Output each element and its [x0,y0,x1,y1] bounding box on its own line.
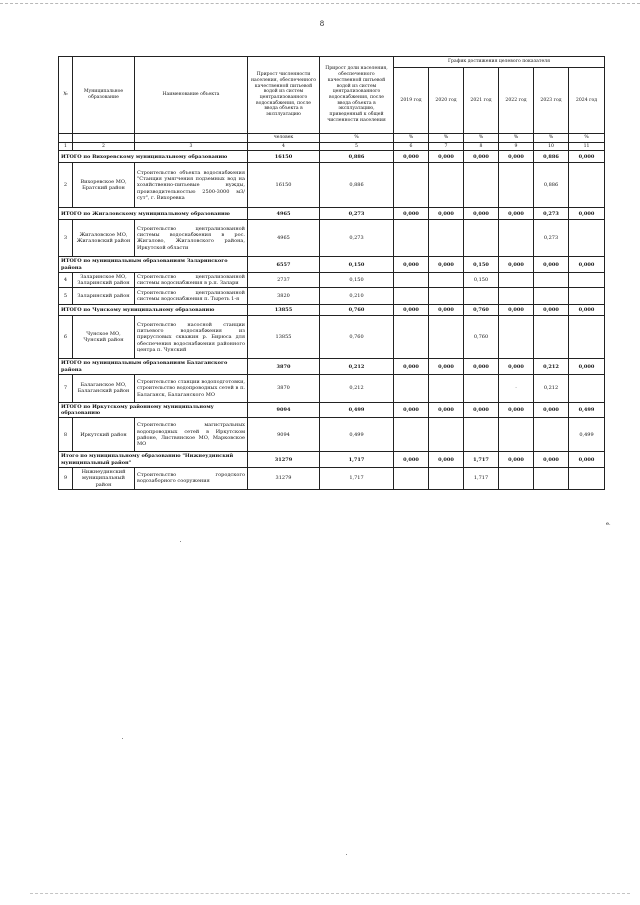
row-year-value [429,374,464,402]
column-number: 2 [73,142,135,151]
group-total-value: 0,273 [534,208,569,220]
row-number: 4 [59,272,73,288]
units-row [59,134,605,143]
row-municipality: Балаганское МО, Балаганский район [73,374,135,402]
row-object: Строительство централизованной системы водоснабжения в р.п. Залари [135,272,248,288]
group-total-value: 0,000 [534,257,569,273]
row-municipality: Вихоревское МО, Братский район [73,163,135,208]
row-year-value [499,288,534,305]
column-number: 5 [320,142,394,151]
object-row [59,374,605,402]
header-row-1 [59,57,605,68]
row-year-value: 0,273 [534,220,569,257]
object-row [59,288,605,305]
object-row [59,163,605,208]
unit-year: % [499,134,534,143]
column-number: 9 [499,142,534,151]
header-year: 2022 год [499,68,534,134]
row-year-value [429,163,464,208]
row-year-value [569,220,605,257]
row-year-value [464,288,499,305]
object-row [59,467,605,489]
group-total-value: 0,000 [429,208,464,220]
row-share-growth: 0,499 [320,418,394,452]
group-total-row [59,151,605,163]
group-total-value: 0,760 [464,305,499,316]
group-total-row [59,402,605,418]
group-total-label: Итого по муниципальному образованию "Нижнеудинский муниципальный район" [59,452,248,468]
scan-speck [346,854,347,855]
row-year-value [499,272,534,288]
column-number: 4 [248,142,320,151]
group-total-value: 1,717 [320,452,394,468]
row-share-growth: 0,212 [320,374,394,402]
group-total-value: 13855 [248,305,320,316]
group-total-value: 0,000 [429,257,464,273]
row-object: Строительство централизованной системы водоснабжения п. Тыреть 1-я [135,288,248,305]
group-total-value: 9094 [248,402,320,418]
group-total-label: ИТОГО по муниципальным образованиям Балаганского района [59,359,248,375]
row-year-value [429,467,464,489]
unit-year: % [534,134,569,143]
group-total-value: 0,499 [320,402,394,418]
row-municipality: Заларинский район [73,288,135,305]
column-number: 7 [429,142,464,151]
row-number: 5 [59,288,73,305]
unit-population: человек [248,134,320,143]
group-total-value: 31279 [248,452,320,468]
group-total-value: 6557 [248,257,320,273]
group-total-label: ИТОГО по Иркутскому районному муниципальному образованию [59,402,248,418]
row-year-value [429,418,464,452]
group-total-row [59,359,605,375]
group-total-value: 0,886 [534,151,569,163]
group-total-value: 0,000 [499,151,534,163]
row-number: 8 [59,418,73,452]
group-total-value: 0,000 [569,305,605,316]
row-year-value: 0,212 [534,374,569,402]
unit-year: % [464,134,499,143]
group-total-row [59,452,605,468]
group-total-value: 0,212 [534,359,569,375]
unit-year: % [569,134,605,143]
group-total-value: 0,000 [569,151,605,163]
group-total-row [59,208,605,220]
unit-share: % [320,134,394,143]
group-total-value: 0,150 [464,257,499,273]
row-share-growth: 0,760 [320,316,394,359]
row-year-value [499,467,534,489]
row-number: 3 [59,220,73,257]
group-total-value: 0,000 [394,305,429,316]
row-year-value [569,374,605,402]
group-total-label: ИТОГО по Жигаловскому муниципальному образованию [59,208,248,220]
group-total-value: 0,150 [320,257,394,273]
row-municipality: Нижнеудинский муниципальный район [73,467,135,489]
column-number: 8 [464,142,499,151]
row-population-growth: 9094 [248,418,320,452]
row-year-value [394,288,429,305]
column-number: 6 [394,142,429,151]
header-year: 2021 год [464,68,499,134]
column-number-row [59,142,605,151]
header-schedule: График достижения целевого показателя [394,57,605,68]
row-year-value [499,418,534,452]
group-total-value: 0,000 [394,208,429,220]
column-number: 1 [59,142,73,151]
row-year-value [394,163,429,208]
header-year: 2024 год [569,68,605,134]
header-year: 2019 год [394,68,429,134]
margin-note: е. [606,521,611,527]
row-number: 7 [59,374,73,402]
row-municipality: Чунское МО, Чунский район [73,316,135,359]
row-year-value: · [499,374,534,402]
row-year-value [534,418,569,452]
group-total-value: 0,000 [429,359,464,375]
row-municipality: Жигаловское МО, Жигаловский район [73,220,135,257]
row-population-growth: 13855 [248,316,320,359]
row-year-value [499,220,534,257]
row-year-value [569,163,605,208]
group-total-value: 16150 [248,151,320,163]
row-year-value [499,316,534,359]
group-total-value: 0,000 [499,359,534,375]
group-total-row [59,305,605,316]
row-year-value [569,467,605,489]
group-total-value: 0,000 [464,359,499,375]
column-number: 11 [569,142,605,151]
row-year-value [534,272,569,288]
row-municipality: Заларинское МО, Заларинский район [73,272,135,288]
row-year-value [534,316,569,359]
row-object: Строительство объекта водоснабжения "Станция умягчения подземных вод на хозяйственно-питьевые нужды, производительностью 2500-3000 м3/сут", г. Вихоревка [135,163,248,208]
row-year-value [429,288,464,305]
row-year-value [429,316,464,359]
scan-top-edge [0,3,640,5]
group-total-value: 0,000 [534,305,569,316]
group-total-label: ИТОГО по Чунскому муниципальному образованию [59,305,248,316]
group-total-value: 4965 [248,208,320,220]
row-population-growth: 4965 [248,220,320,257]
row-year-value [464,418,499,452]
row-year-value [394,220,429,257]
group-total-value: 0,000 [394,402,429,418]
group-total-value: 0,273 [320,208,394,220]
row-year-value [394,272,429,288]
unit-year: % [394,134,429,143]
group-total-value: 0,499 [569,402,605,418]
row-year-value [569,288,605,305]
group-total-value: 1,717 [464,452,499,468]
column-number: 10 [534,142,569,151]
row-year-value: 1,717 [464,467,499,489]
row-population-growth: 2737 [248,272,320,288]
row-object: Строительство городского водозаборного сооружения [135,467,248,489]
row-year-value [429,220,464,257]
header-year: 2023 год [534,68,569,134]
row-year-value [394,418,429,452]
group-total-value: 0,000 [394,257,429,273]
group-total-value: 0,000 [429,402,464,418]
row-year-value [569,272,605,288]
group-total-value: 0,000 [534,402,569,418]
group-total-value: 0,000 [569,359,605,375]
scan-speck [122,738,123,739]
row-number: 6 [59,316,73,359]
row-share-growth: 0,150 [320,272,394,288]
group-total-value: 0,000 [499,305,534,316]
group-total-label: ИТОГО по муниципальным образованиям Заларинского района [59,257,248,273]
row-population-growth: 3870 [248,374,320,402]
row-year-value [534,467,569,489]
object-row [59,272,605,288]
group-total-value: 0,000 [429,452,464,468]
group-total-row [59,257,605,273]
target-indicator-table-wrapper [58,56,604,490]
row-object: Строительство магистральных водопроводных сетей в Иркутском районе, Листвянское МО, Марковское МО [135,418,248,452]
row-year-value: 0,150 [464,272,499,288]
row-year-value [394,316,429,359]
header-year: 2020 год [429,68,464,134]
unit-year: % [429,134,464,143]
object-row [59,220,605,257]
header-municipality: Муниципальное образование [73,57,135,134]
row-year-value: 0,886 [534,163,569,208]
group-total-value: 0,000 [464,402,499,418]
group-total-value: 0,000 [534,452,569,468]
row-year-value [429,272,464,288]
group-total-value: 3870 [248,359,320,375]
row-year-value [569,316,605,359]
scan-bottom-edge [30,893,630,895]
group-total-value: 0,000 [499,452,534,468]
group-total-value: 0,000 [499,257,534,273]
row-share-growth: 0,886 [320,163,394,208]
row-number: 9 [59,467,73,489]
header-number: № [59,57,73,134]
row-year-value [464,220,499,257]
row-population-growth: 31279 [248,467,320,489]
group-total-value: 0,886 [320,151,394,163]
group-total-value: 0,000 [569,257,605,273]
row-year-value [534,288,569,305]
column-number: 3 [135,142,248,151]
row-municipality: Иркутский район [73,418,135,452]
row-object: Строительство станции водоподготовки, строительство водопроводных сетей в п. Балаганск, Балаганского МО [135,374,248,402]
group-total-value: 0,212 [320,359,394,375]
header-object: Наименование объекта [135,57,248,134]
group-total-label: ИТОГО по Вихоревскому муниципальному образованию [59,151,248,163]
object-row [59,316,605,359]
row-population-growth: 16150 [248,163,320,208]
page-number: 8 [319,20,325,28]
group-total-value: 0,000 [464,151,499,163]
group-total-value: 0,760 [320,305,394,316]
object-row [59,418,605,452]
target-indicator-table [58,56,605,490]
row-share-growth: 1,717 [320,467,394,489]
group-total-value: 0,000 [429,305,464,316]
scan-speck [180,541,181,542]
row-year-value [499,163,534,208]
row-population-growth: 3820 [248,288,320,305]
row-year-value [394,374,429,402]
row-object: Строительство насосной станции питьевого водоснабжения из прирусловых скважин р. Бирюса для обеспечения водоснабжения районного центра п. Чунский [135,316,248,359]
row-year-value: 0,760 [464,316,499,359]
row-year-value: 0,499 [569,418,605,452]
row-year-value [464,374,499,402]
group-total-value: 0,000 [499,402,534,418]
row-year-value [464,163,499,208]
group-total-value: 0,000 [394,452,429,468]
row-share-growth: 0,273 [320,220,394,257]
header-population-growth: Прирост численности населения, обеспеченного качественной питьевой водой из систем централизованного водоснабжения, после ввода объекта в эксплуатацию [248,57,320,134]
group-total-value: 0,000 [569,208,605,220]
group-total-value: 0,000 [394,151,429,163]
row-number: 2 [59,163,73,208]
group-total-value: 0,000 [569,452,605,468]
group-total-value: 0,000 [464,208,499,220]
row-year-value [394,467,429,489]
row-share-growth: 0,210 [320,288,394,305]
group-total-value: 0,000 [499,208,534,220]
group-total-value: 0,000 [394,359,429,375]
group-total-value: 0,000 [429,151,464,163]
row-object: Строительство централизованной системы водоснабжения в рос. Жигалово, Жигаловского района, Иркутской области [135,220,248,257]
header-share-growth: Прирост доли населения, обеспеченного качественной питьевой водой из систем централизованного водоснабжения, после ввода объекта в эксплуатацию, приведенный к общей численности населения [320,57,394,134]
